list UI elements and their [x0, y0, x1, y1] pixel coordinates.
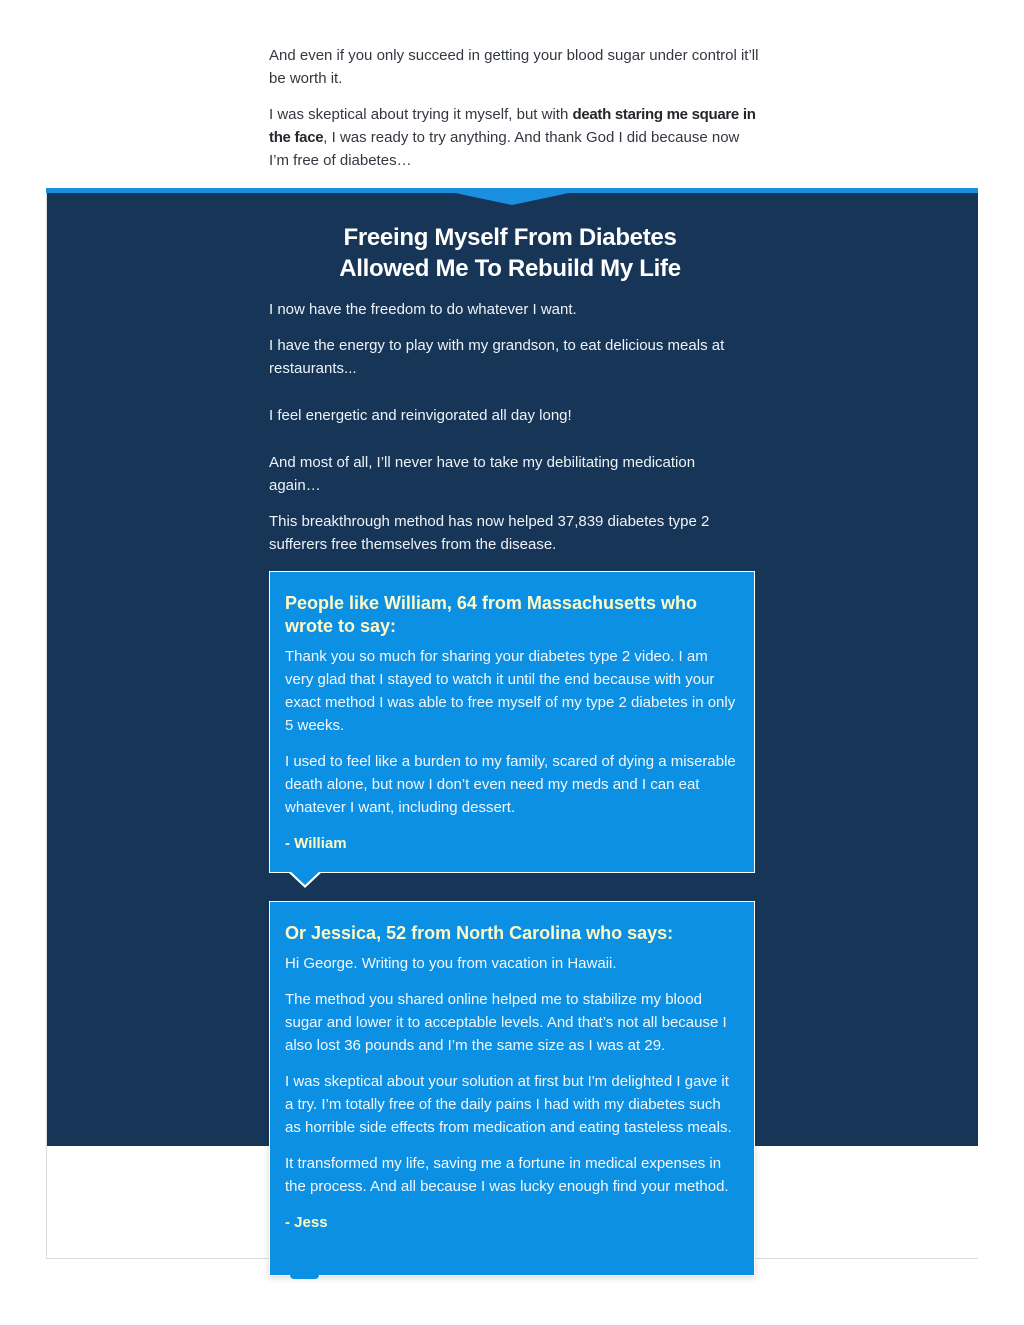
testimonial-paragraph: I used to feel like a burden to my family, scared of dying a miserable death alone, but now I don’t even need my meds and I can eat whatever I want, including dessert.	[285, 753, 736, 816]
testimonial-card-william	[269, 571, 755, 873]
intro-text	[269, 44, 759, 185]
testimonial-paragraph: The method you shared online helped me to stabilize my blood sugar and lower it to acceptable levels. And that’s not all because I also lost 36 pounds and I’m the same size as I was at 29.	[285, 991, 727, 1054]
intro-p2-end: , I was ready to try anything. And thank God I did because now I’m free of diabetes…	[269, 129, 740, 169]
intro-p2-start: I was skeptical about trying it myself, but with	[269, 106, 573, 123]
section-paragraph: And most of all, I’ll never have to take my debilitating medication again…	[269, 454, 696, 494]
section-paragraph: I have the energy to play with my grandson, to eat delicious meals at restaurants...	[269, 337, 725, 377]
testimonial-paragraph: Hi George. Writing to you from vacation in Hawaii.	[285, 955, 617, 972]
testimonial-signature: - William	[285, 835, 347, 852]
intro-paragraph-1: And even if you only succeed in getting your blood sugar under control it’ll be worth it.	[269, 47, 759, 87]
section-headline	[270, 222, 750, 284]
testimonial-signature: - Jess	[285, 1214, 328, 1231]
section-body	[269, 298, 749, 569]
testimonial-heading: People like William, 64 from Massachusetts who wrote to say:	[285, 593, 697, 636]
section-paragraph: This breakthrough method has now helped 37,839 diabetes type 2 sufferers free themselves from the disease.	[269, 513, 710, 553]
testimonial-heading: Or Jessica, 52 from North Carolina who says:	[285, 923, 674, 943]
headline-line-1: Freeing Myself From Diabetes	[343, 224, 677, 251]
speech-pointer-fill	[290, 871, 320, 885]
testimonial-paragraph: Thank you so much for sharing your diabetes type 2 video. I am very glad that I stayed to watch it until the end because with your exact method I was able to free myself of my type 2 diabetes in only 5 weeks.	[285, 648, 736, 734]
section-paragraph: I now have the freedom to do whatever I want.	[269, 301, 577, 318]
headline-line-2: Allowed Me To Rebuild My Life	[339, 255, 681, 282]
section-paragraph: I feel energetic and reinvigorated all day long!	[269, 407, 572, 424]
speech-pointer-icon	[290, 1275, 319, 1279]
stripe-notch-arrow	[455, 193, 569, 205]
testimonial-paragraph: It transformed my life, saving me a fortune in medical expenses in the process. And all because I was lucky enough find your method.	[285, 1155, 729, 1195]
intro-paragraph-2	[269, 103, 759, 172]
testimonial-card-jessica	[269, 901, 755, 1276]
testimonial-paragraph: I was skeptical about your solution at first but I'm delighted I gave it a try. I’m totally free of the daily pains I had with my diabetes such as horrible side effects from medication and eating tasteless meals.	[285, 1073, 732, 1136]
intro-p2-emphasis: death staring me square in the face	[269, 106, 756, 146]
